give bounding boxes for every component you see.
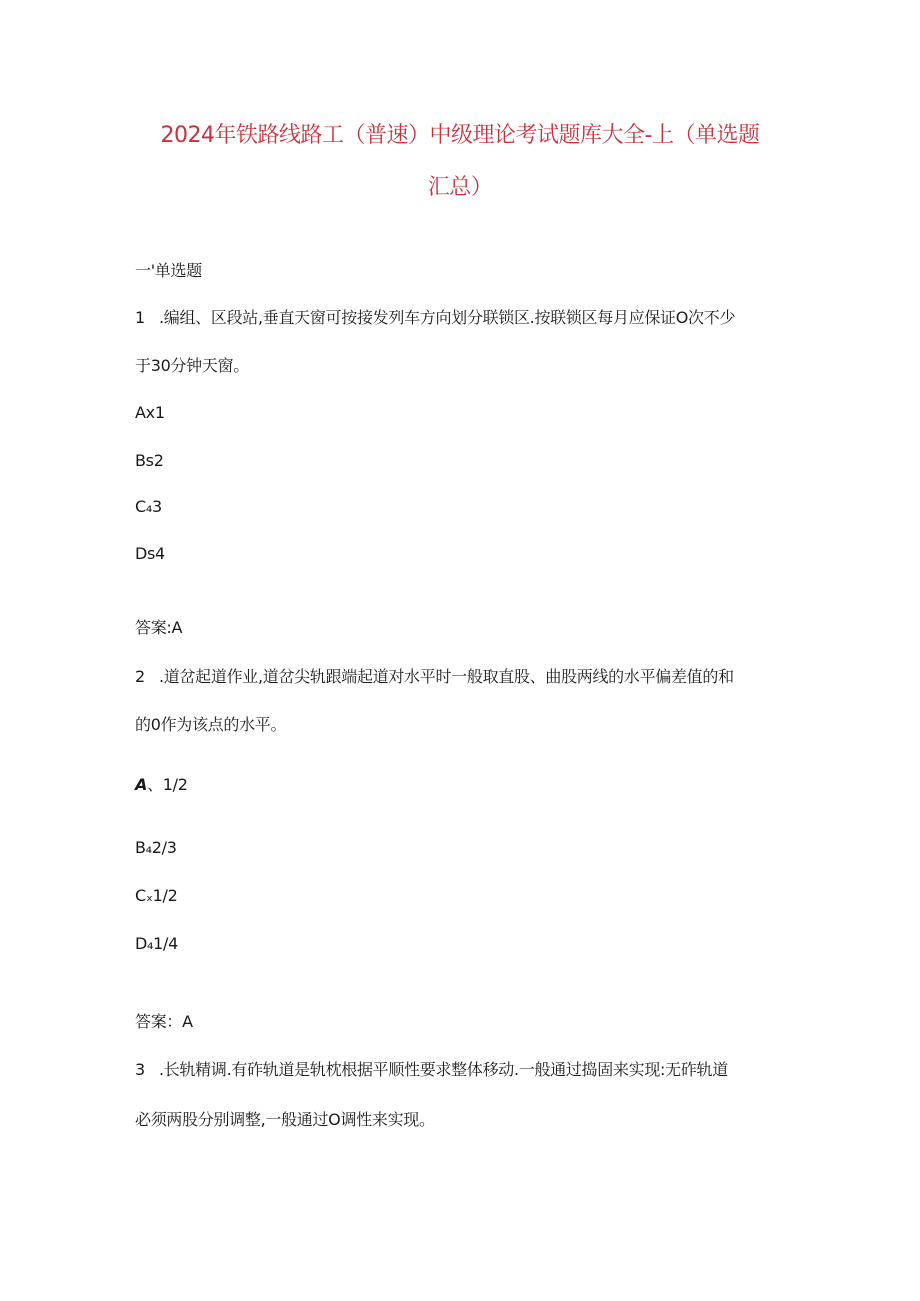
question-2-option-c: Cₓ1/2: [135, 886, 178, 905]
question-3-line-1: [135, 1057, 728, 1080]
question-2-line-1: [135, 664, 734, 687]
question-2-option-a-letter: A: [135, 775, 148, 794]
question-1-answer: 答案:A: [135, 618, 183, 637]
question-1-option-d: Ds4: [135, 544, 165, 563]
question-1-line-1: [135, 305, 735, 328]
question-2-option-a-text: 、1/2: [147, 775, 188, 794]
question-1-text: .编组、区段站,垂直天窗可按接发列车方向划分联锁区.按联锁区每月应保证O次不少: [159, 308, 736, 327]
question-2-option-b: B₄2/3: [135, 838, 177, 857]
title-line-1: 2024年铁路线路工（普速）中级理论考试题库大全-上（单选题: [160, 123, 760, 148]
question-2-text: .道岔起道作业,道岔尖轨跟端起道对水平时一般取直股、曲股两线的水平偏差值的和: [159, 667, 734, 686]
question-3-line-2: 必须两股分别调整,一般通过O调性来实现。: [135, 1110, 435, 1129]
question-3-number: 3: [135, 1060, 145, 1079]
question-2-option-d: D₄1/4: [135, 934, 178, 953]
title-line-2: 汇总）: [427, 175, 493, 200]
question-1-option-b: Bs2: [135, 451, 164, 470]
question-1-option-a: Ax1: [135, 403, 165, 422]
question-2-option-a: [135, 772, 188, 795]
question-1-number: 1: [135, 308, 145, 327]
question-2-answer: 答案：A: [135, 1012, 193, 1031]
question-2-number: 2: [135, 667, 145, 686]
section-heading: 一'单选题: [135, 261, 202, 280]
question-1-line-2: 于30分钟天窗。: [135, 356, 249, 375]
question-1-option-c: C₄3: [135, 497, 162, 516]
question-3-text: .长轨精调.有砟轨道是轨枕根据平顺性要求整体移动.一般通过捣固来实现:无砟轨道: [159, 1060, 728, 1079]
question-2-line-2: 的0作为该点的水平。: [135, 715, 287, 734]
